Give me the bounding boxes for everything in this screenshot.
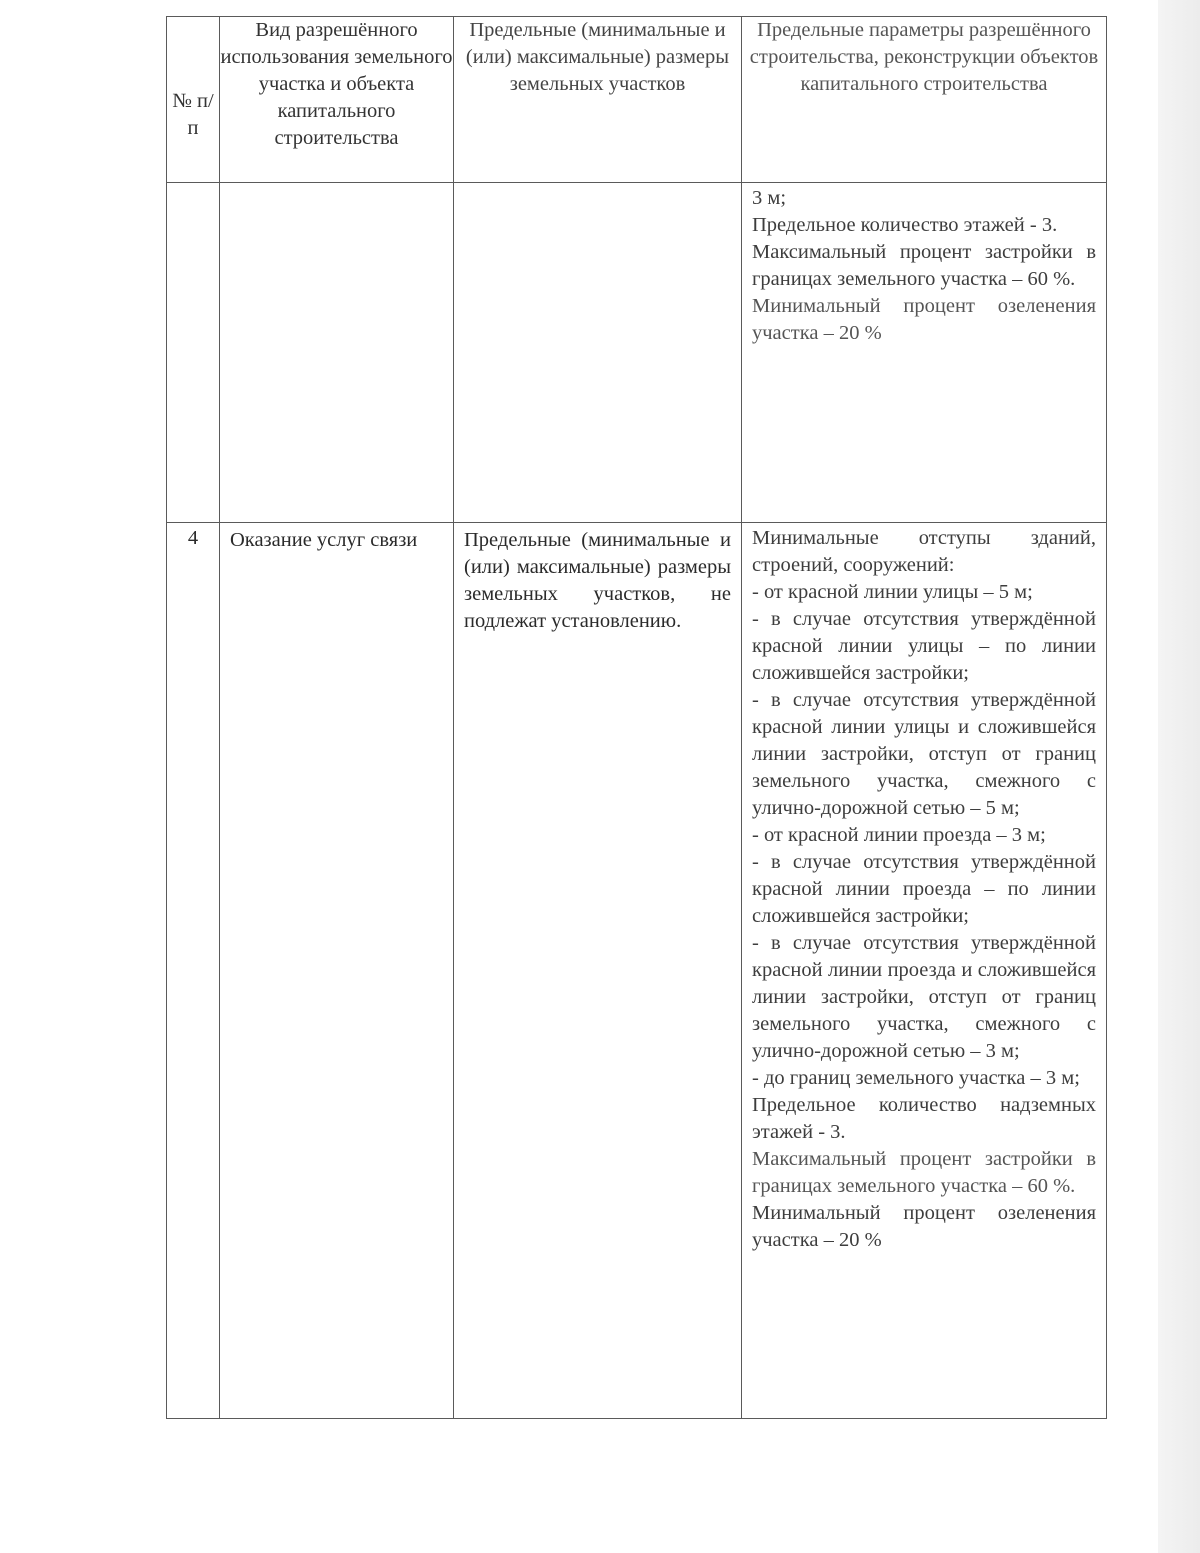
continued-plot-sizes-cell — [454, 183, 742, 523]
parameter-line: Предельное количество этажей - 3. — [752, 214, 1058, 236]
parameter-line: - до границ земельного участка – 3 м; — [752, 1067, 1080, 1089]
parameters-cell — [742, 523, 1107, 1419]
table-row-continued — [167, 183, 1107, 523]
parameter-line: - в случае отсутствия утверждённой красной линии проезда и сложившейся линии застройки, отступ от границ земельного участка, смежного с улично-дорожной сетью – 3 м; — [752, 932, 1096, 1062]
parameter-line: Минимальные отступы зданий, строений, сооружений: — [752, 527, 1096, 576]
parameter-line: 3 м; — [752, 187, 787, 209]
table-row-4 — [167, 523, 1107, 1419]
header-plot-sizes: Предельные (минимальные и (или) максимальные) размеры земельных участков — [454, 17, 742, 183]
header-number: № п/п — [167, 17, 220, 183]
zoning-parameters-table — [166, 16, 1107, 1419]
scan-edge-shadow — [1158, 0, 1200, 1553]
plot-sizes-cell: Предельные (минимальные и (или) максимальные) размеры земельных участков, не подлежат установлению. — [454, 523, 742, 1419]
parameter-line: - в случае отсутствия утверждённой красной линии улицы и сложившейся линии застройки, отступ от границ земельного участка, смежного с улично-дорожной сетью – 5 м; — [752, 689, 1096, 819]
row-number-cell: 4 — [167, 523, 220, 1419]
header-parameters: Предельные параметры разрешённого строительства, реконструкции объектов капитального строительства — [742, 17, 1107, 183]
continued-use-type-cell — [220, 183, 454, 523]
parameter-line: Максимальный процент застройки в границах земельного участка – 60 %. — [752, 1148, 1096, 1197]
continued-parameters-cell — [742, 183, 1107, 523]
parameter-line: - в случае отсутствия утверждённой красной линии улицы – по линии сложившейся застройки; — [752, 608, 1096, 684]
continued-number-cell — [167, 183, 220, 523]
parameter-line: Предельное количество надземных этажей - 3. — [752, 1094, 1096, 1143]
parameter-line: Максимальный процент застройки в границах земельного участка – 60 %. — [752, 241, 1096, 290]
parameter-line: - от красной линии проезда – 3 м; — [752, 824, 1046, 846]
parameter-line: - от красной линии улицы – 5 м; — [752, 581, 1033, 603]
header-use-type: Вид разрешённого использования земельного участка и объекта капитального строительства — [220, 17, 454, 183]
parameter-line: Минимальный процент озеленения участка – 20 % — [752, 1202, 1096, 1251]
parameter-line: - в случае отсутствия утверждённой красной линии проезда – по линии сложившейся застройки; — [752, 851, 1096, 927]
parameter-line: Минимальный процент озеленения участка – 20 % — [752, 295, 1096, 344]
table-header-row — [167, 17, 1107, 183]
use-type-cell: Оказание услуг связи — [220, 523, 454, 1419]
